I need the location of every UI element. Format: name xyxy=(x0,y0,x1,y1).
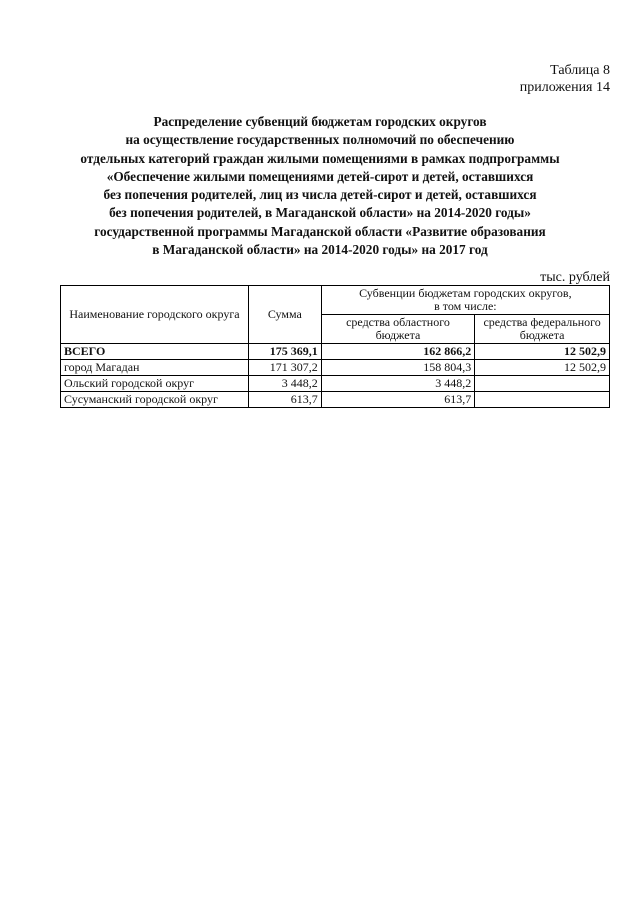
table-row-total xyxy=(61,344,610,360)
row-regional: 613,7 xyxy=(321,392,475,408)
row-regional: 162 866,2 xyxy=(321,344,475,360)
title-line: Распределение субвенций бюджетам городских округов xyxy=(153,114,487,129)
column-header-subventions xyxy=(321,286,609,315)
row-sum: 613,7 xyxy=(248,392,321,408)
title-line: государственной программы Магаданской области «Развитие образования xyxy=(94,223,546,239)
row-federal xyxy=(475,376,610,392)
table-reference xyxy=(520,62,610,96)
title-line: «Обеспечение жилыми помещениями детей-сирот и детей, оставшихся xyxy=(106,168,534,184)
row-name: ВСЕГО xyxy=(61,344,249,360)
subventions-table xyxy=(60,285,610,408)
document-title xyxy=(40,113,600,259)
row-regional: 158 804,3 xyxy=(321,360,475,376)
row-federal xyxy=(475,392,610,408)
row-sum: 171 307,2 xyxy=(248,360,321,376)
row-name: Ольский городской округ xyxy=(61,376,249,392)
title-line: на осуществление государственных полномочий по обеспечению xyxy=(125,132,515,148)
column-header-sum: Сумма xyxy=(248,286,321,344)
table-row xyxy=(61,376,610,392)
table-row xyxy=(61,360,610,376)
column-header-federal: средства федерального бюджета xyxy=(475,315,610,344)
row-federal: 12 502,9 xyxy=(475,344,610,360)
row-federal: 12 502,9 xyxy=(475,360,610,376)
subventions-header-line: в том числе: xyxy=(434,299,497,313)
table-row xyxy=(61,392,610,408)
row-name: Сусуманский городской округ xyxy=(61,392,249,408)
units-label: тыс. рублей xyxy=(540,270,610,285)
title-line: без попечения родителей, лиц из числа детей-сирот и детей, оставшихся xyxy=(103,187,537,203)
title-line: отдельных категорий граждан жилыми помещениями в рамках подпрограммы xyxy=(80,150,560,166)
row-sum: 3 448,2 xyxy=(248,376,321,392)
subventions-header-line: Субвенции бюджетам городских округов, xyxy=(359,286,572,300)
column-header-regional: средства областного бюджета xyxy=(321,315,475,344)
row-sum: 175 369,1 xyxy=(248,344,321,360)
title-line: в Магаданской области» на 2014-2020 годы» на 2017 год xyxy=(152,242,488,258)
column-header-name: Наименование городского округа xyxy=(61,286,249,344)
appendix-reference: приложения 14 xyxy=(519,80,610,95)
title-line: без попечения родителей, в Магаданской области» на 2014-2020 годы» xyxy=(109,205,531,221)
row-regional: 3 448,2 xyxy=(321,376,475,392)
row-name: город Магадан xyxy=(61,360,249,376)
table-header-row xyxy=(61,286,610,315)
table-number: Таблица 8 xyxy=(550,63,610,78)
